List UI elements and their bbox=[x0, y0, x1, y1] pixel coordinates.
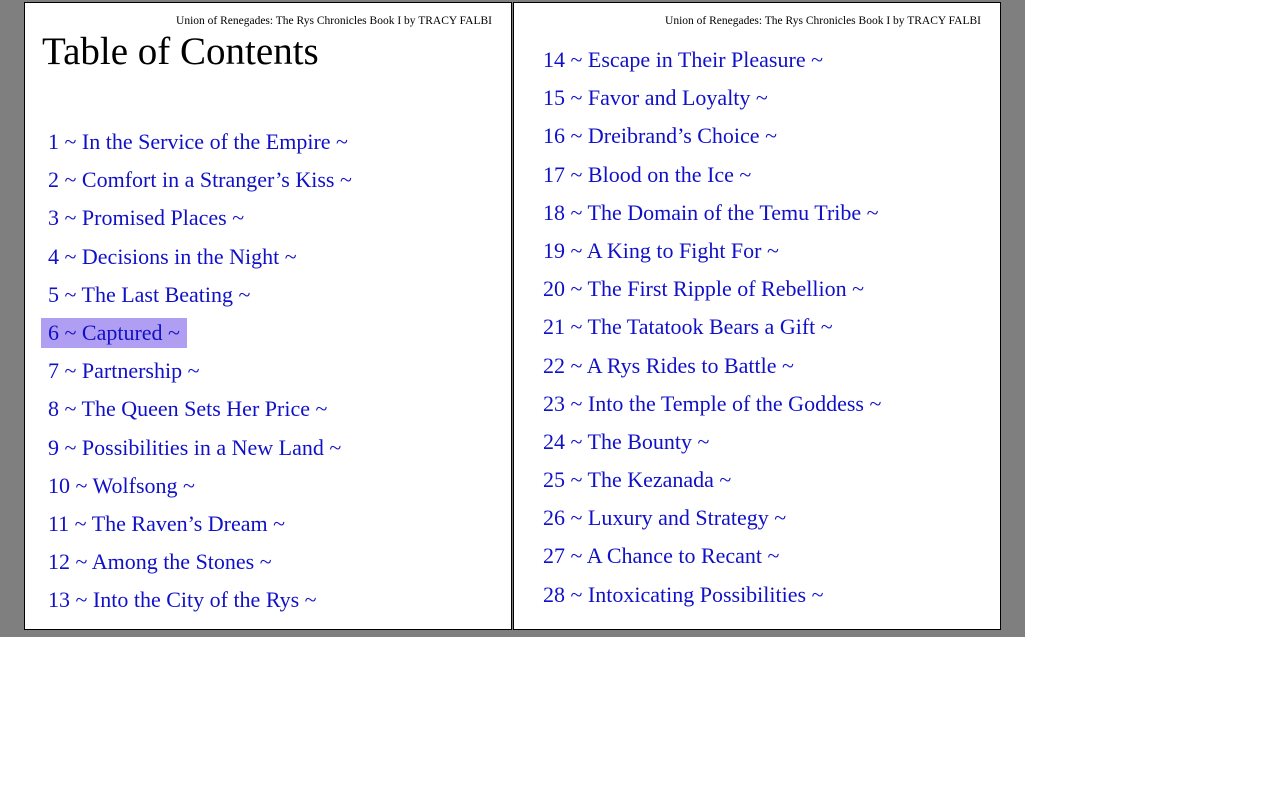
toc-link[interactable]: 12 ~ Among the Stones ~ bbox=[48, 549, 272, 575]
toc-item[interactable] bbox=[536, 537, 888, 575]
toc-item[interactable] bbox=[536, 232, 888, 270]
toc-link[interactable]: 27 ~ A Chance to Recant ~ bbox=[543, 543, 780, 569]
toc-link[interactable]: 5 ~ The Last Beating ~ bbox=[48, 281, 251, 307]
toc-list-left bbox=[41, 123, 359, 619]
toc-link[interactable]: 28 ~ Intoxicating Possibilities ~ bbox=[543, 581, 824, 607]
toc-link[interactable]: 18 ~ The Domain of the Temu Tribe ~ bbox=[543, 199, 879, 225]
toc-item[interactable] bbox=[536, 117, 888, 155]
toc-link[interactable]: 19 ~ A King to Fight For ~ bbox=[543, 237, 779, 263]
toc-item[interactable] bbox=[536, 576, 888, 614]
toc-item[interactable] bbox=[41, 276, 359, 314]
toc-link[interactable]: 15 ~ Favor and Loyalty ~ bbox=[543, 85, 768, 111]
toc-item[interactable] bbox=[536, 499, 888, 537]
toc-item[interactable] bbox=[536, 79, 888, 117]
toc-list-right bbox=[536, 41, 888, 614]
toc-item[interactable] bbox=[536, 156, 888, 194]
toc-item[interactable] bbox=[536, 194, 888, 232]
toc-link[interactable]: 6 ~ Captured ~ bbox=[41, 318, 187, 348]
toc-item[interactable] bbox=[41, 314, 359, 352]
toc-link[interactable]: 16 ~ Dreibrand’s Choice ~ bbox=[543, 123, 777, 149]
toc-link[interactable]: 8 ~ The Queen Sets Her Price ~ bbox=[48, 396, 328, 422]
toc-link[interactable]: 22 ~ A Rys Rides to Battle ~ bbox=[543, 352, 794, 378]
toc-link[interactable]: 1 ~ In the Service of the Empire ~ bbox=[48, 129, 348, 154]
toc-link[interactable]: 25 ~ The Kezanada ~ bbox=[543, 467, 732, 493]
toc-item[interactable] bbox=[41, 238, 359, 276]
toc-link[interactable]: 17 ~ Blood on the Ice ~ bbox=[543, 161, 752, 187]
toc-item[interactable] bbox=[41, 543, 359, 581]
toc-item[interactable] bbox=[536, 385, 888, 423]
toc-item[interactable] bbox=[41, 161, 359, 199]
running-header: Union of Renegades: The Rys Chronicles Book I by TRACY FALBI bbox=[665, 15, 981, 27]
toc-link[interactable]: 20 ~ The First Ripple of Rebellion ~ bbox=[543, 276, 864, 302]
toc-link[interactable]: 13 ~ Into the City of the Rys ~ bbox=[48, 587, 317, 613]
toc-item[interactable] bbox=[41, 123, 359, 161]
toc-link[interactable]: 14 ~ Escape in Their Pleasure ~ bbox=[543, 47, 823, 72]
toc-link[interactable]: 2 ~ Comfort in a Stranger’s Kiss ~ bbox=[48, 167, 352, 193]
toc-link[interactable]: 23 ~ Into the Temple of the Goddess ~ bbox=[543, 390, 882, 416]
page-left bbox=[24, 2, 512, 630]
running-header: Union of Renegades: The Rys Chronicles Book I by TRACY FALBI bbox=[176, 15, 492, 27]
toc-item[interactable] bbox=[536, 41, 888, 79]
toc-item[interactable] bbox=[41, 352, 359, 390]
toc-item[interactable] bbox=[41, 199, 359, 237]
toc-item[interactable] bbox=[536, 423, 888, 461]
toc-title: Table of Contents bbox=[42, 30, 319, 73]
toc-link[interactable]: 4 ~ Decisions in the Night ~ bbox=[48, 243, 297, 269]
toc-link[interactable]: 10 ~ Wolfsong ~ bbox=[48, 472, 195, 498]
toc-item[interactable] bbox=[536, 461, 888, 499]
toc-link[interactable]: 3 ~ Promised Places ~ bbox=[48, 205, 245, 231]
toc-link[interactable]: 26 ~ Luxury and Strategy ~ bbox=[543, 505, 787, 531]
toc-item[interactable] bbox=[536, 308, 888, 346]
toc-item[interactable] bbox=[41, 581, 359, 619]
toc-link[interactable]: 7 ~ Partnership ~ bbox=[48, 358, 200, 384]
toc-item[interactable] bbox=[41, 505, 359, 543]
toc-item[interactable] bbox=[41, 390, 359, 428]
toc-item[interactable] bbox=[536, 270, 888, 308]
toc-item[interactable] bbox=[41, 467, 359, 505]
page-right bbox=[513, 2, 1001, 630]
toc-item[interactable] bbox=[536, 347, 888, 385]
toc-link[interactable]: 9 ~ Possibilities in a New Land ~ bbox=[48, 434, 342, 460]
toc-link[interactable]: 11 ~ The Raven’s Dream ~ bbox=[48, 510, 286, 536]
toc-item[interactable] bbox=[41, 429, 359, 467]
toc-link[interactable]: 24 ~ The Bounty ~ bbox=[543, 428, 710, 454]
toc-link[interactable]: 21 ~ The Tatatook Bears a Gift ~ bbox=[543, 314, 833, 340]
